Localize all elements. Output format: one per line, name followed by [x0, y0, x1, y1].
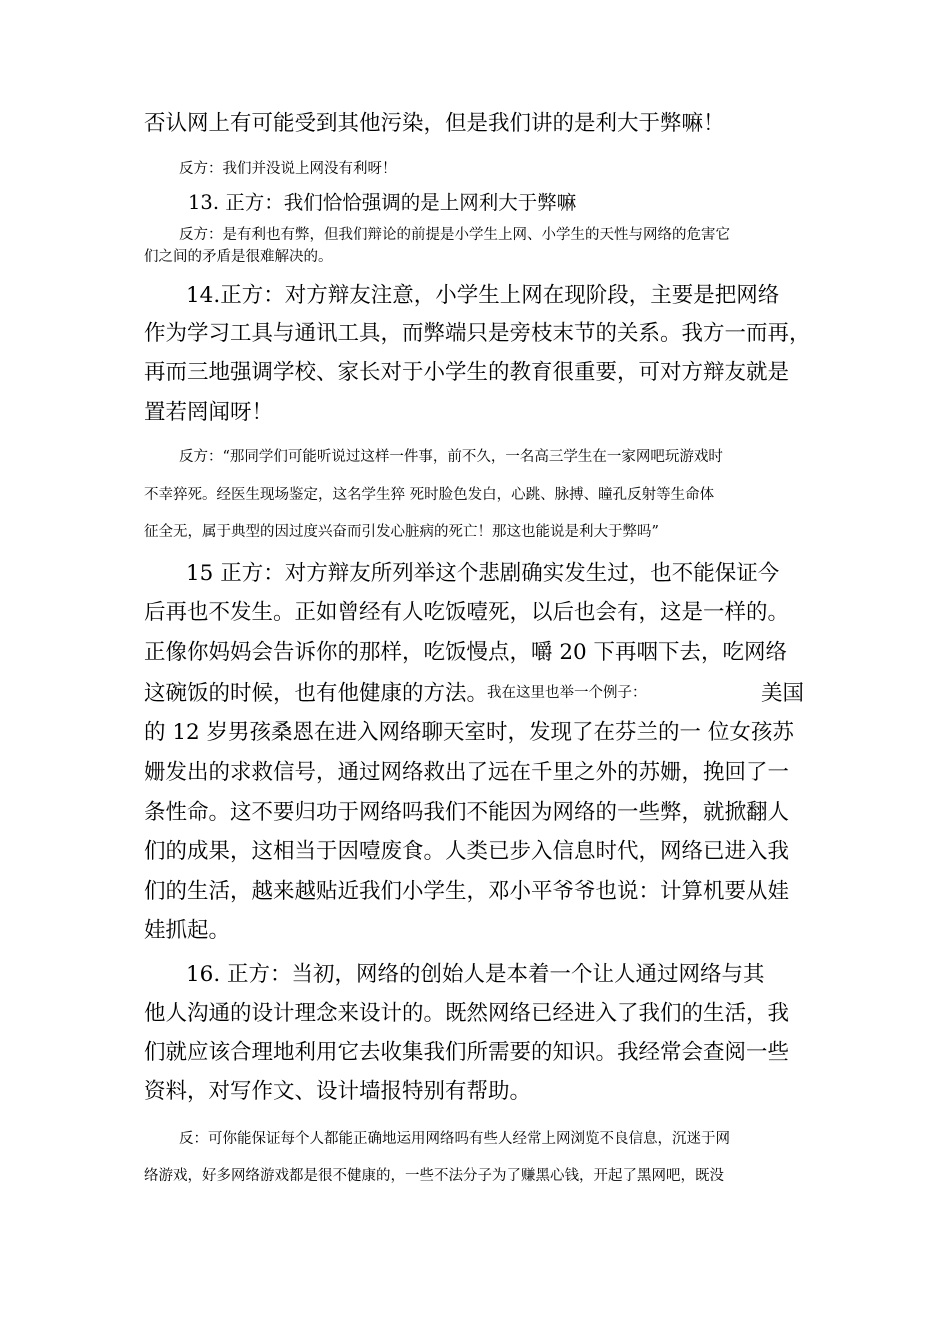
paragraph-line: 反：可你能保证每个人都能正确地运用网络吗有些人经常上网浏览不良信息，沉迷于网 [179, 1131, 730, 1147]
paragraph-line: 反方：是有利也有弊，但我们辩论的前提是小学生上网、小学生的天性与网络的危害它 [179, 227, 730, 243]
paragraph-line: 他人沟通的设计理念来设计的。既然网络已经进入了我们的生活，我 [144, 1001, 790, 1026]
paragraph-line: 娃抓起。 [144, 918, 231, 943]
paragraph-line: 络游戏，好多网络游戏都是很不健康的，一些不法分子为了赚黑心钱，开起了黑网吧，既没 [144, 1168, 724, 1184]
paragraph-line: 资料，对写作文、设计墙报特别有帮助。 [144, 1079, 532, 1104]
paragraph-line: 我在这里也举一个例子： [487, 685, 647, 701]
paragraph-line: 置若罔闻呀！ [144, 400, 274, 425]
paragraph-line: 们之间的矛盾是很难解决的。 [144, 249, 333, 265]
paragraph-line: 否认网上有可能受到其他污染，但是我们讲的是利大于弊嘛！ [144, 111, 725, 136]
paragraph-line: 反方：“那同学们可能听说过这样一件事，前不久，一名高三学生在一家网吧玩游戏时 [179, 449, 723, 465]
paragraph-line: 不幸猝死。经医生现场鉴定，这名学生猝 死时脸色发白，心跳、脉搏、瞳孔反射等生命体 [144, 487, 715, 503]
paragraph-line: 美国 [761, 681, 805, 706]
paragraph-line: 姗发出的求救信号，通过网络救出了远在千里之外的苏姗，挽回了一 [144, 760, 790, 785]
paragraph-line: 再而三地强调学校、家长对于小学生的教育很重要，可对方辩友就是 [144, 360, 790, 385]
paragraph-line: 正像你妈妈会告诉你的那样，吃饭慢点，嚼 20 下再咽下去，吃网络 [144, 640, 788, 665]
paragraph-line: 们的成果，这相当于因噎废食。人类已步入信息时代，网络已进入我 [144, 839, 790, 864]
paragraph-line: 16. 正方：当初，网络的创始人是本着一个让人通过网络与其 [186, 962, 765, 987]
paragraph-line: 征全无，属于典型的因过度兴奋而引发心脏病的死亡！那这也能说是利大于弊吗” [144, 524, 659, 540]
paragraph-line: 作为学习工具与通讯工具，而弊端只是旁枝末节的关系。我方一而再， [144, 321, 811, 346]
paragraph-line: 14.正方：对方辩友注意，小学生上网在现阶段，主要是把网络 [186, 283, 780, 308]
paragraph-line: 们就应该合理地利用它去收集我们所需要的知识。我经常会查阅一些 [144, 1040, 790, 1065]
paragraph-line: 们的生活，越来越贴近我们小学生，邓小平爷爷也说：计算机要从娃 [144, 879, 790, 904]
paragraph-line: 后再也不发生。正如曾经有人吃饭噎死，以后也会有，这是一样的。 [144, 600, 790, 625]
paragraph-line: 的 12 岁男孩桑恩在进入网络聊天室时，发现了在芬兰的一 位女孩苏 [144, 720, 794, 745]
paragraph-line: 这碗饭的时候，也有他健康的方法。 [144, 681, 489, 706]
paragraph-line: 15 正方：对方辩友所列举这个悲剧确实发生过，也不能保证今 [186, 561, 780, 586]
paragraph-line: 反方：我们并没说上网没有利呀！ [179, 161, 397, 177]
paragraph-line: 条性命。这不要归功于网络吗我们不能因为网络的一些弊，就掀翻人 [144, 800, 790, 825]
paragraph-line: 13. 正方：我们恰恰强调的是上网利大于弊嘛 [188, 191, 577, 214]
